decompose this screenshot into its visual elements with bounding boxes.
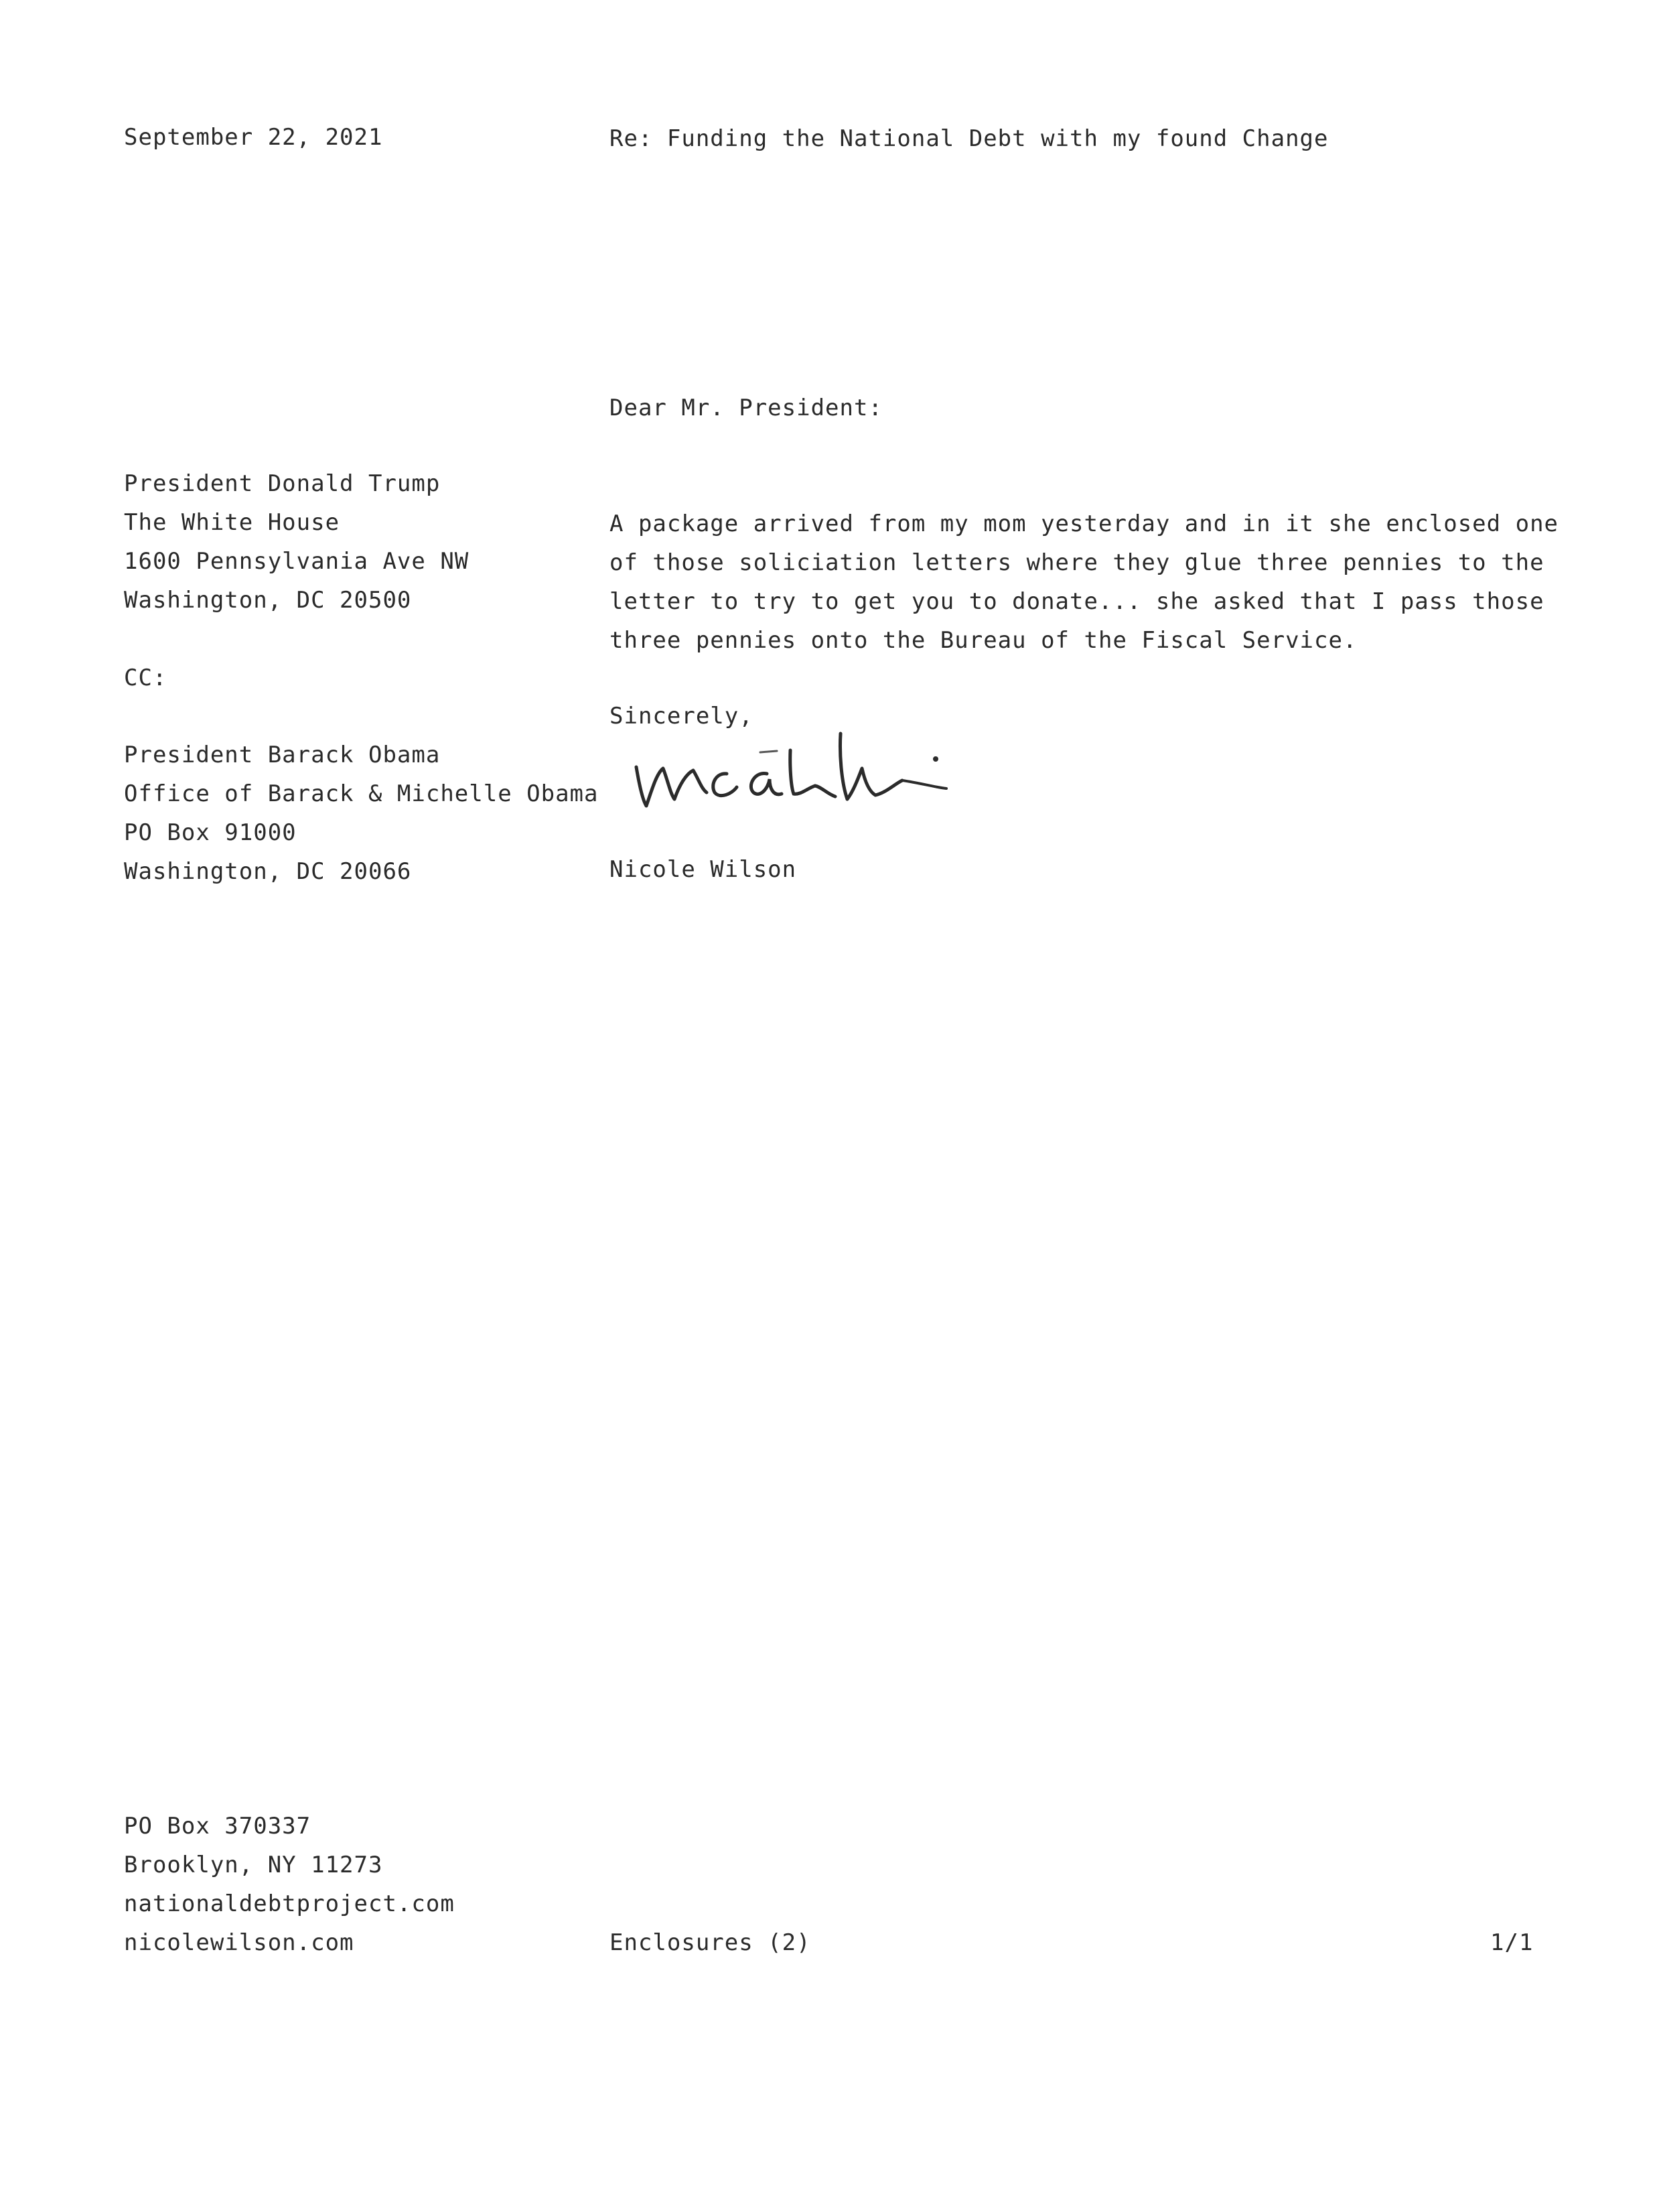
recipient-address-line: Washington, DC 20500 [124, 587, 412, 614]
sender-address-line: PO Box 370337 [124, 1813, 311, 1840]
signature-drawing [626, 727, 974, 834]
sender-address-line: nationaldebtproject.com [124, 1890, 455, 1917]
sender-address-line: nicolewilson.com [124, 1929, 354, 1956]
enclosures-note: Enclosures (2) [609, 1929, 811, 1956]
recipient-address-line: President Donald Trump [124, 470, 441, 497]
salutation: Dear Mr. President: [609, 395, 883, 421]
cc-label: CC: [124, 665, 167, 691]
letter-body-line: A package arrived from my mom yesterday and in it she enclosed one [609, 510, 1559, 537]
cc-address-line: PO Box 91000 [124, 819, 297, 846]
handwritten-signature [626, 727, 974, 834]
cc-address-line: President Barack Obama [124, 742, 441, 768]
valediction: Sincerely, [609, 703, 753, 730]
letter-date: September 22, 2021 [124, 124, 383, 151]
sender-address [124, 1807, 455, 1962]
letter-body-line: letter to try to get you to donate... she asked that I pass those [609, 588, 1544, 615]
recipient-address-line: 1600 Pennsylvania Ave NW [124, 548, 470, 575]
cc-address-line: Office of Barack & Michelle Obama [124, 780, 599, 807]
letter-subject: Re: Funding the National Debt with my found Change [609, 125, 1329, 152]
recipient-address [124, 464, 469, 620]
letter-body [609, 504, 1559, 660]
letter-body-line: three pennies onto the Bureau of the Fiscal Service. [609, 627, 1358, 654]
recipient-address-line: The White House [124, 509, 340, 536]
cc-address-line: Washington, DC 20066 [124, 858, 412, 885]
page-number: 1/1 [1490, 1929, 1534, 1956]
letter-body-line: of those soliciation letters where they glue three pennies to the [609, 549, 1544, 576]
cc-address [124, 736, 599, 891]
signer-name: Nicole Wilson [609, 856, 797, 883]
sender-address-line: Brooklyn, NY 11273 [124, 1852, 383, 1878]
